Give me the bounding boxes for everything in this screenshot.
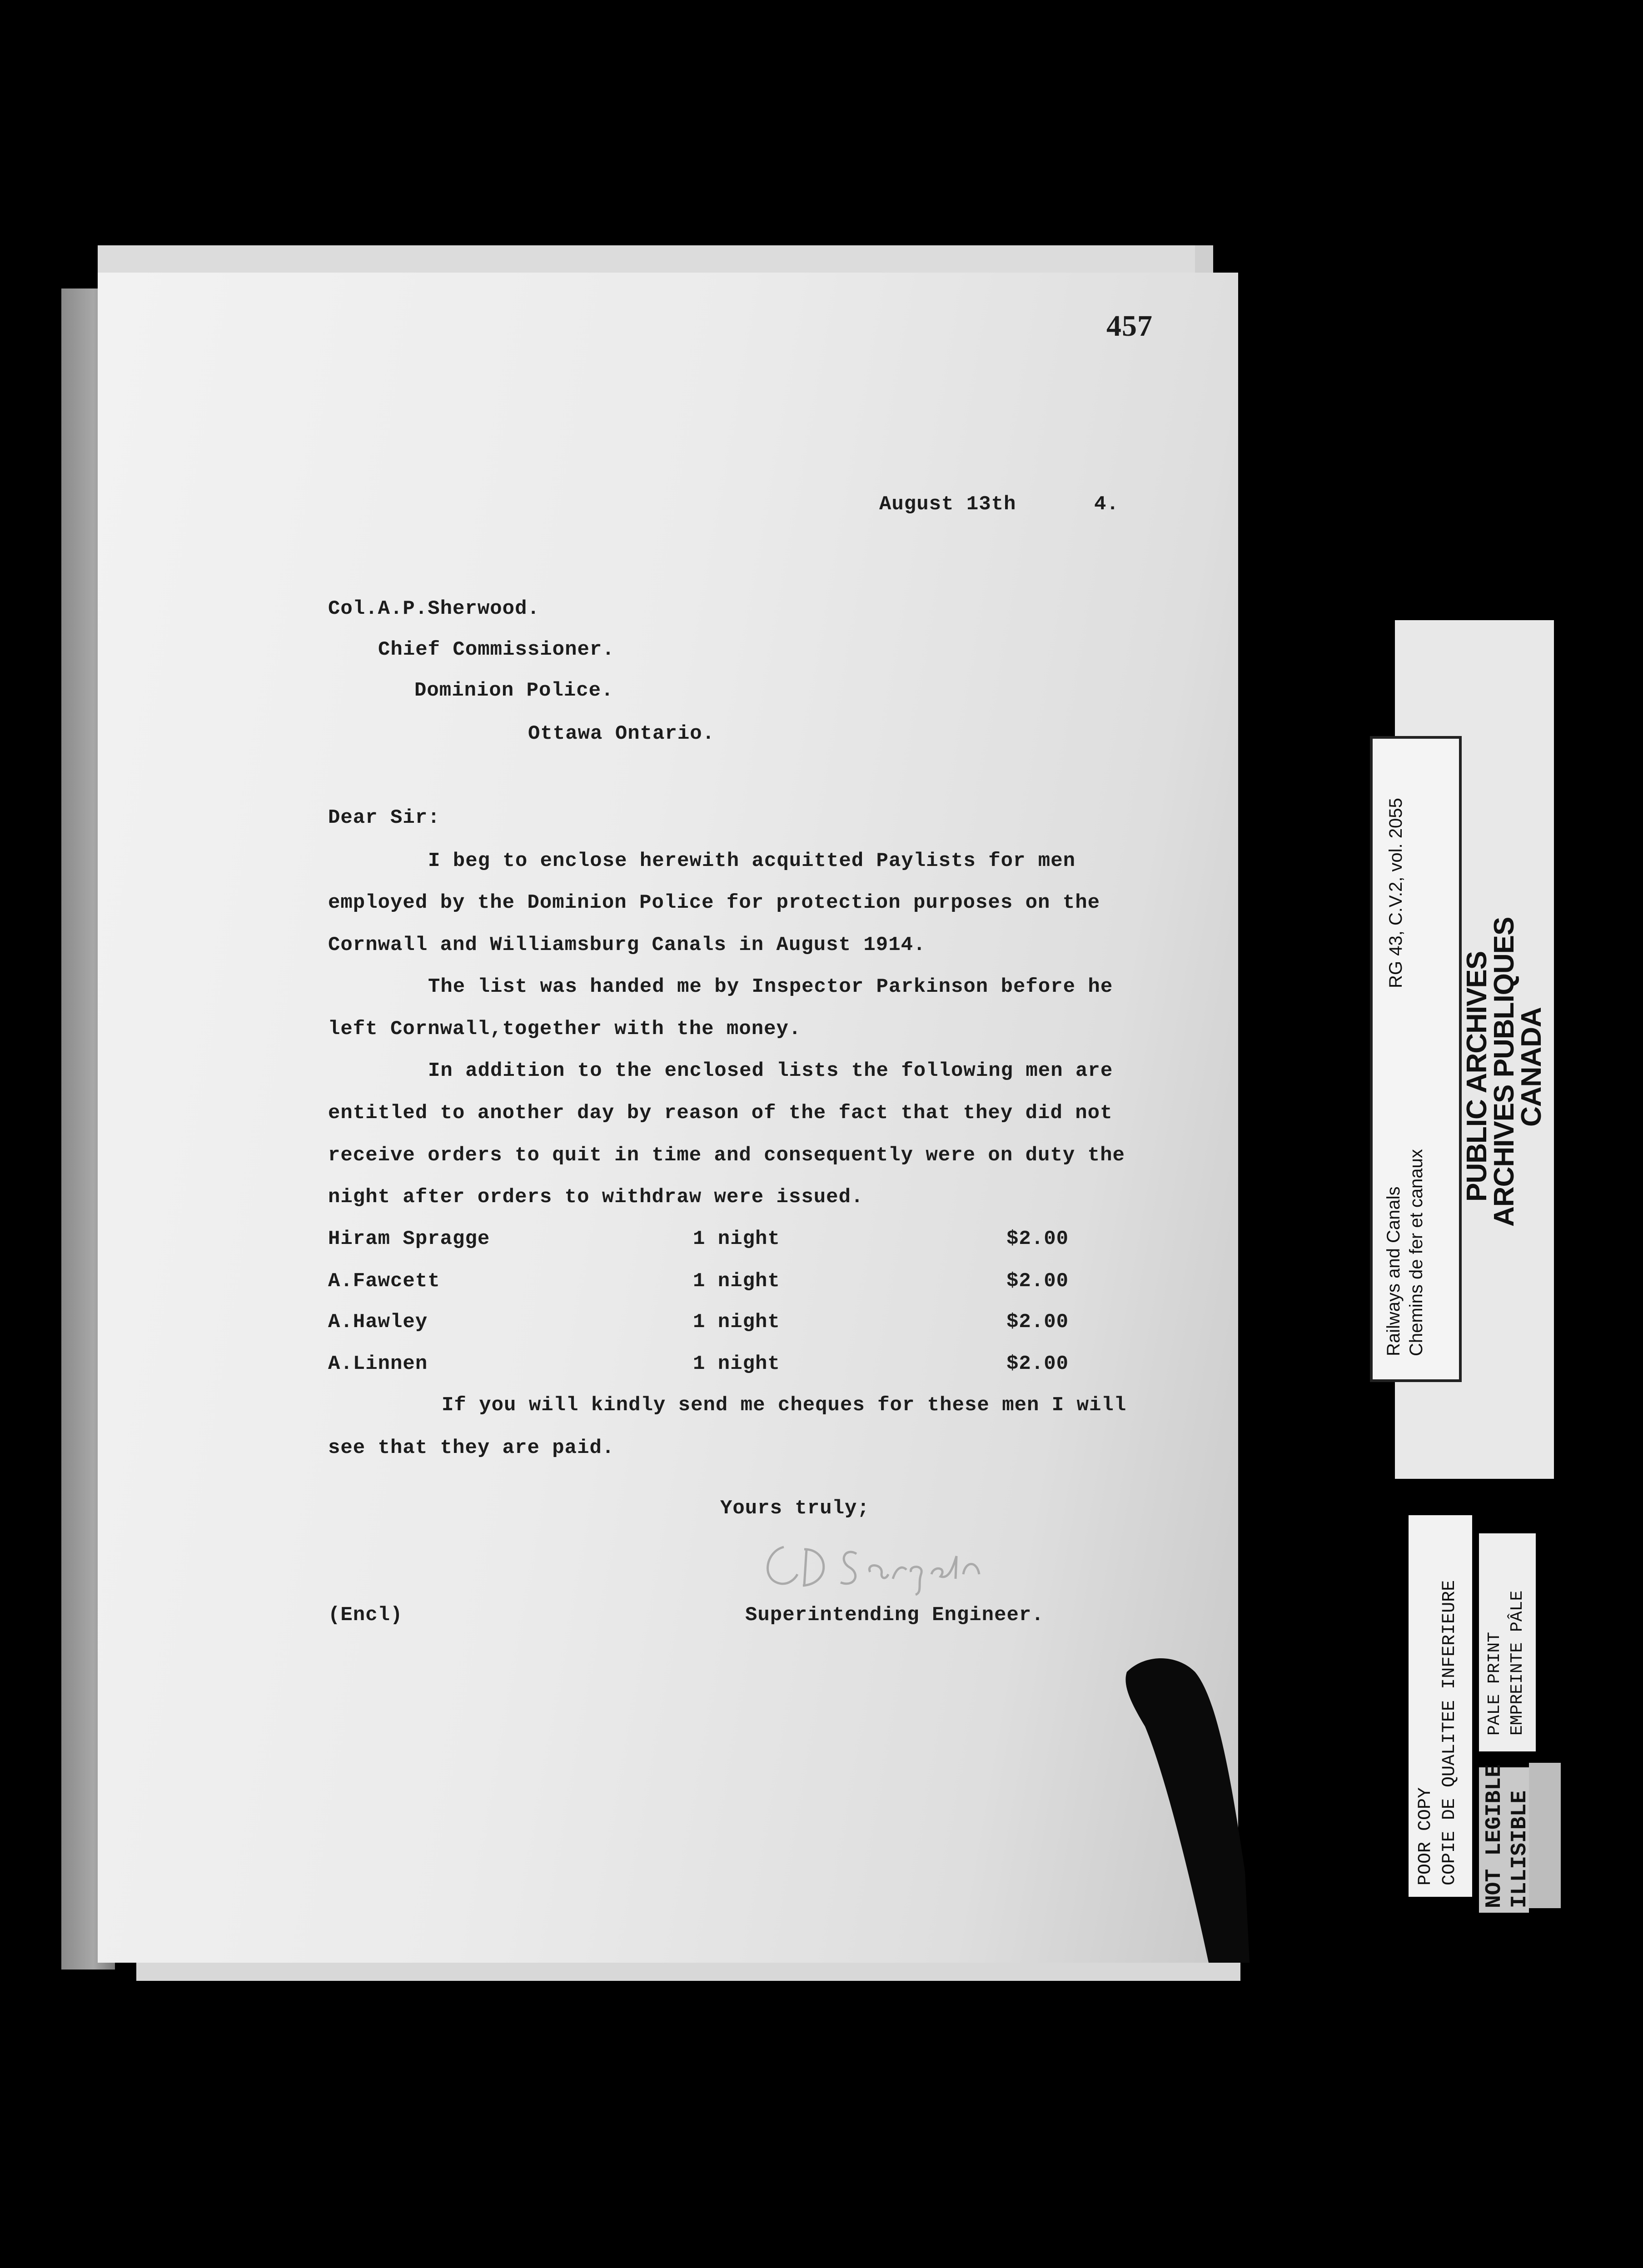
pale-print-en: PALE PRINT xyxy=(1485,1631,1504,1736)
not-legible-en: NOT LEGIBLE xyxy=(1482,1764,1507,1908)
payment-name: A.Fawcett xyxy=(328,1270,440,1293)
closing-line: see that they are paid. xyxy=(328,1437,615,1459)
address-line-title: Chief Commissioner. xyxy=(378,638,615,661)
payment-amount: $2.00 xyxy=(1006,1228,1069,1250)
address-line-org: Dominion Police. xyxy=(414,679,614,702)
poor-copy-en: POOR COPY xyxy=(1415,1787,1436,1885)
signature-image xyxy=(752,1529,1006,1597)
letter-date-suffix: 4. xyxy=(1094,493,1119,516)
address-line-city: Ottawa Ontario. xyxy=(528,722,715,745)
body-line: In addition to the enclosed lists the following men are xyxy=(428,1059,1113,1082)
body-line: Cornwall and Williamsburg Canals in August 1914. xyxy=(328,934,926,956)
body-line: employed by the Dominion Police for protection purposes on the xyxy=(328,891,1100,914)
payment-duration: 1 night xyxy=(693,1270,780,1293)
body-line: left Cornwall,together with the money. xyxy=(328,1018,802,1040)
payment-name: A.Linnen xyxy=(328,1353,428,1375)
payment-amount: $2.00 xyxy=(1006,1311,1069,1333)
not-legible-fr: ILLISIBLE xyxy=(1508,1790,1532,1908)
signer-title: Superintending Engineer. xyxy=(745,1604,1044,1626)
valediction: Yours truly; xyxy=(720,1497,870,1520)
payment-name: Hiram Spragge xyxy=(328,1228,490,1250)
card-railways: Railways and Canals xyxy=(1384,1186,1404,1356)
body-line: night after orders to withdraw were issued. xyxy=(328,1186,864,1209)
salutation: Dear Sir: xyxy=(328,806,440,829)
closing-line: If you will kindly send me cheques for these men I will xyxy=(442,1394,1127,1417)
card-chemins: Chemins de fer et canaux xyxy=(1406,1149,1426,1356)
poor-copy-fr: COPIE DE QUALITEE INFERIEURE xyxy=(1439,1580,1460,1885)
address-line-name: Col.A.P.Sherwood. xyxy=(328,597,540,620)
payment-amount: $2.00 xyxy=(1006,1353,1069,1375)
payment-amount: $2.00 xyxy=(1006,1270,1069,1293)
page-number: 457 xyxy=(1106,309,1153,343)
card-canada: CANADA xyxy=(1516,1007,1547,1127)
payment-duration: 1 night xyxy=(693,1353,780,1375)
payment-name: A.Hawley xyxy=(328,1311,428,1333)
body-line: I beg to enclose herewith acquitted Paylists for men xyxy=(428,850,1076,872)
card-public-archives: PUBLIC ARCHIVES xyxy=(1461,951,1493,1202)
pale-print-fr: EMPREINTE PÂLE xyxy=(1508,1590,1527,1736)
body-line: receive orders to quit in time and consequently were on duty the xyxy=(328,1144,1125,1167)
card-reference: RG 43, C.V.2, vol. 2055 xyxy=(1386,798,1406,988)
enclosure-note: (Encl) xyxy=(328,1604,403,1626)
payment-duration: 1 night xyxy=(693,1311,780,1333)
not-legible-label-back xyxy=(1529,1763,1561,1908)
payment-duration: 1 night xyxy=(693,1228,780,1250)
body-line: entitled to another day by reason of the fact that they did not xyxy=(328,1102,1113,1124)
thumb-shadow xyxy=(1118,1645,1254,1963)
card-archives-publiques: ARCHIVES PUBLIQUES xyxy=(1489,917,1520,1227)
body-line: The list was handed me by Inspector Parkinson before he xyxy=(428,975,1113,998)
letter-date: August 13th xyxy=(879,493,1016,516)
